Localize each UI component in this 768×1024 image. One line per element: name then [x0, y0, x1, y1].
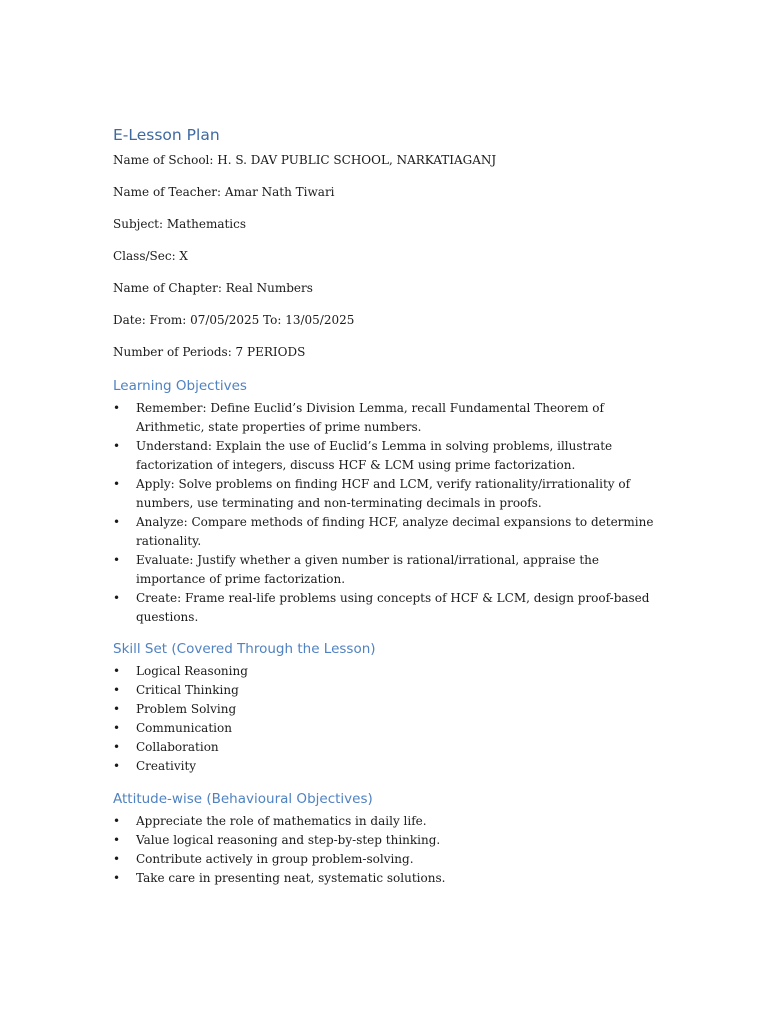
list-item-text: Take care in presenting neat, systematic solutions.: [136, 870, 446, 885]
list-item: [113, 475, 668, 512]
bullet-icon: •: [113, 851, 121, 866]
list-item: [113, 681, 668, 700]
header-fields: [113, 151, 668, 361]
field-school: Name of School: H. S. DAV PUBLIC SCHOOL, NARKATIAGANJ: [113, 153, 497, 167]
bullet-icon: •: [113, 477, 121, 491]
list-item-text: Create: Frame real-life problems using concepts of HCF & LCM, design proof-based questions.: [136, 591, 650, 624]
bullet-icon: •: [113, 759, 121, 773]
field-class: Class/Sec: X: [113, 249, 188, 263]
list-item-text: Apply: Solve problems on finding HCF and LCM, verify rationality/irrationality of numbers, use terminating and non-terminating decimals in proofs.: [136, 477, 631, 510]
list-item: [113, 850, 668, 869]
bullet-icon: •: [113, 813, 121, 828]
list-item-text: Critical Thinking: [136, 683, 239, 697]
bullet-icon: •: [113, 515, 121, 529]
list-item: [113, 831, 668, 850]
learning-objectives-heading: Learning Objectives: [113, 378, 247, 394]
list-item: [113, 662, 668, 681]
bullet-icon: •: [113, 553, 121, 567]
list-item: [113, 589, 668, 626]
list-item-text: Value logical reasoning and step-by-step thinking.: [136, 832, 441, 847]
skill-set-heading: Skill Set (Covered Through the Lesson): [113, 641, 376, 657]
list-item-text: Remember: Define Euclid’s Division Lemma, recall Fundamental Theorem of Arithmetic, state properties of prime numbers.: [136, 401, 604, 434]
attitude-list: [113, 812, 668, 888]
list-item: [113, 757, 668, 776]
list-item: [113, 513, 668, 550]
bullet-icon: •: [113, 870, 121, 885]
field-subject: Subject: Mathematics: [113, 217, 247, 231]
list-item-text: Appreciate the role of mathematics in daily life.: [136, 813, 427, 828]
bullet-icon: •: [113, 832, 121, 847]
list-item-text: Understand: Explain the use of Euclid’s Lemma in solving problems, illustrate factorization of integers, discuss HCF & LCM using prime factorization.: [136, 439, 613, 472]
list-item-text: Logical Reasoning: [136, 664, 248, 678]
bullet-icon: •: [113, 591, 121, 605]
field-chapter: Name of Chapter: Real Numbers: [113, 281, 313, 295]
list-item: [113, 869, 668, 888]
bullet-icon: •: [113, 401, 121, 415]
list-item-text: Collaboration: [136, 740, 219, 754]
bullet-icon: •: [113, 683, 121, 697]
list-item-text: Communication: [136, 721, 232, 735]
bullet-icon: •: [113, 664, 121, 678]
document-title: E-Lesson Plan: [113, 126, 220, 144]
list-item-text: Creativity: [136, 759, 197, 773]
bullet-icon: •: [113, 702, 121, 716]
learning-objectives-list: [113, 399, 668, 626]
field-date: Date: From: 07/05/2025 To: 13/05/2025: [113, 313, 355, 327]
field-teacher: Name of Teacher: Amar Nath Tiwari: [113, 185, 335, 199]
list-item-text: Analyze: Compare methods of finding HCF, analyze decimal expansions to determine rationality.: [136, 515, 654, 548]
bullet-icon: •: [113, 439, 121, 453]
list-item: [113, 719, 668, 738]
list-item: [113, 437, 668, 474]
list-item: [113, 738, 668, 757]
list-item: [113, 551, 668, 588]
list-item: [113, 399, 668, 436]
skill-set-list: [113, 662, 668, 776]
bullet-icon: •: [113, 721, 121, 735]
list-item: [113, 812, 668, 831]
attitude-heading: Attitude-wise (Behavioural Objectives): [113, 790, 373, 807]
list-item-text: Problem Solving: [136, 702, 237, 716]
field-periods: Number of Periods: 7 PERIODS: [113, 345, 306, 359]
list-item-text: Evaluate: Justify whether a given number is rational/irrational, appraise the importance of prime factorization.: [136, 553, 599, 586]
bullet-icon: •: [113, 740, 121, 754]
list-item-text: Contribute actively in group problem-solving.: [136, 851, 414, 866]
list-item: [113, 700, 668, 719]
